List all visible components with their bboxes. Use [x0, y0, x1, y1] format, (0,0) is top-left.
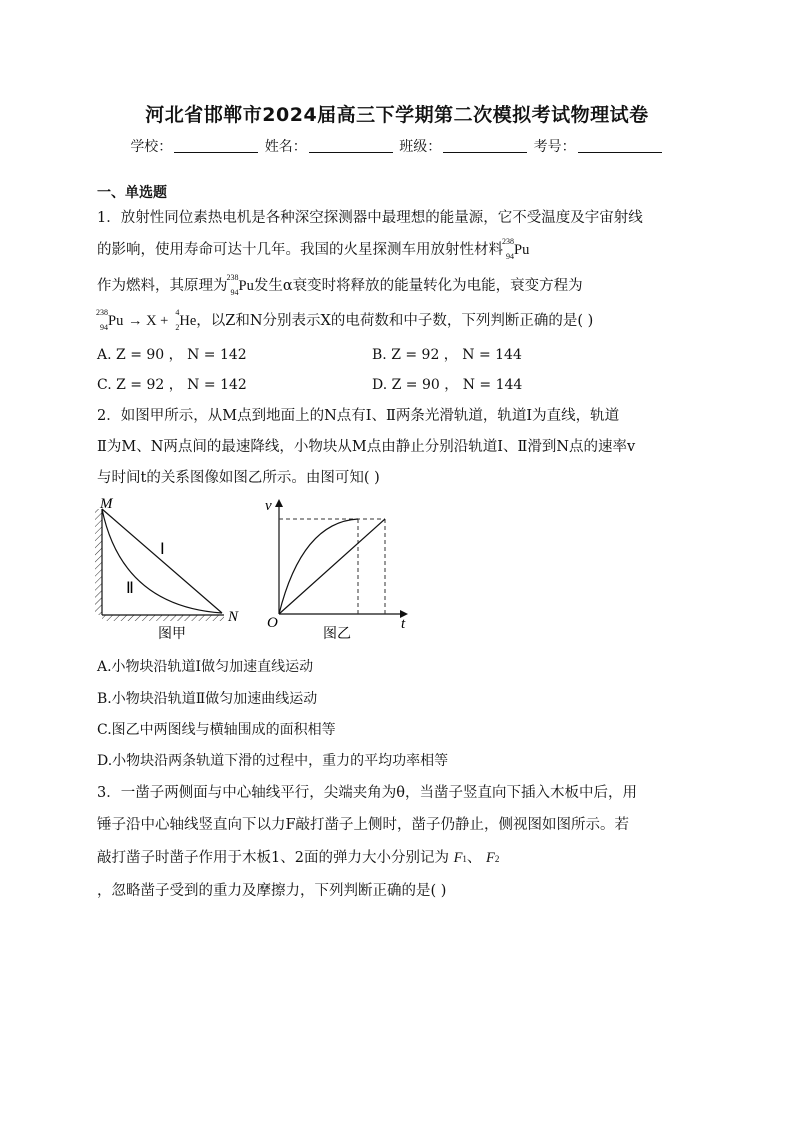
- graph-track-ii: [279, 519, 358, 614]
- number-label: 考号：: [533, 139, 576, 155]
- school-field[interactable]: [174, 138, 258, 153]
- label-o: O: [267, 615, 278, 631]
- q1-line3-b: 发生α衰变时将释放的能量转化为电能，衰变方程为: [253, 278, 583, 294]
- q2-option-c[interactable]: C.图乙中两图线与横轴围成的面积相等: [97, 722, 336, 738]
- v-axis-arrow: [275, 499, 283, 507]
- pu-symbol: Pu: [514, 242, 530, 258]
- q1-option-c[interactable]: C. Z = 92 ， N = 142: [97, 377, 247, 393]
- q1-option-b[interactable]: B. Z = 92 ， N = 144: [372, 347, 522, 363]
- q1-line3-a: 作为燃料，其原理为: [97, 278, 228, 294]
- q3-line1: 3．一凿子两侧面与中心轴线平行，尖端夹角为θ，当凿子竖直向下插入木板中后，用: [97, 785, 637, 801]
- page-title: 河北省邯郸市2024届高三下学期第二次模拟考试物理试卷: [145, 104, 649, 126]
- figure-yi: [262, 494, 412, 644]
- q2-option-b[interactable]: B.小物块沿轨道Ⅱ做匀加速曲线运动: [97, 691, 318, 707]
- school-label: 学校：: [130, 139, 173, 155]
- q2-option-a[interactable]: A.小物块沿轨道Ⅰ做匀加速直线运动: [97, 659, 314, 675]
- q3-line3: [97, 846, 499, 867]
- label-m: M: [100, 496, 113, 512]
- label-track-i: Ⅰ: [160, 541, 165, 558]
- pu-nuclide-3: 238 94: [96, 308, 108, 332]
- label-t: t: [401, 616, 406, 632]
- ground-hatch: [102, 615, 224, 621]
- caption-yi: 图乙: [323, 627, 351, 642]
- q1-line4-b: ，以Z和N分别表示X的电荷数和中子数，下列判断正确的是( ): [196, 313, 594, 329]
- graph-track-i: [279, 519, 385, 614]
- name-label: 姓名：: [264, 139, 307, 155]
- he-symbol: He: [179, 313, 197, 329]
- q1-line3: [97, 274, 583, 295]
- pu-nuclide-2: 238 94: [226, 273, 239, 297]
- section-heading: 一、单选题: [97, 185, 167, 201]
- f1-symbol: F: [453, 850, 463, 866]
- label-track-ii: Ⅱ: [126, 580, 134, 597]
- f1-sub: 1: [462, 854, 467, 864]
- label-v: v: [265, 498, 272, 514]
- f-separator: 、: [466, 850, 482, 866]
- figure-jia: [92, 494, 252, 644]
- caption-jia: 图甲: [158, 627, 186, 642]
- wall-hatch: [95, 509, 102, 615]
- name-field[interactable]: [309, 138, 393, 153]
- he-nuclide: 4 2: [175, 308, 180, 332]
- q1-line2-text: 的影响，使用寿命可达十几年。我国的火星探测车用放射性材料: [97, 242, 503, 258]
- class-field[interactable]: [443, 138, 527, 153]
- q3-line2: 锤子沿中心轴线竖直向下以力F敲打凿子上侧时，凿子仍静止，侧视图如图所示。若: [97, 817, 630, 833]
- q1-line1: 1．放射性同位素热电机是各种深空探测器中最理想的能量源，它不受温度及宇宙射线: [97, 210, 643, 226]
- q2-line3: 与时间t的关系图像如图乙所示。由图可知( ): [97, 470, 380, 486]
- q2-option-d[interactable]: D.小物块沿两条轨道下滑的过程中，重力的平均功率相等: [97, 753, 449, 769]
- number-field[interactable]: [578, 138, 662, 153]
- q3-line4: ，忽略凿子受到的重力及摩擦力，下列判断正确的是( ): [97, 883, 447, 899]
- q1-option-a[interactable]: A. Z = 90 ， N = 142: [97, 347, 247, 363]
- class-label: 班级：: [399, 139, 442, 155]
- label-n: N: [228, 609, 239, 625]
- student-info-line: [0, 136, 794, 156]
- f2-symbol: F: [486, 850, 495, 866]
- q1-line2: [97, 238, 529, 259]
- f2-sub: 2: [494, 854, 500, 864]
- pu-nuclide: 238 94: [502, 237, 514, 261]
- q3-line3-text: 敲打凿子时凿子作用于木板1、2面的弹力大小分别记为: [97, 850, 449, 866]
- pu-symbol-3: Pu: [108, 313, 124, 329]
- q1-line4: [97, 309, 593, 330]
- q2-line1: 2．如图甲所示，从M点到地面上的N点有Ⅰ、Ⅱ两条光滑轨道，轨道Ⅰ为直线，轨道: [97, 408, 620, 424]
- q2-line2: Ⅱ为M、N两点间的最速降线，小物块从M点由静止分别沿轨道Ⅰ、Ⅱ滑到N点的速率v: [97, 439, 636, 455]
- q1-option-d[interactable]: D. Z = 90 ， N = 144: [372, 377, 523, 393]
- pu-symbol-2: Pu: [238, 278, 254, 294]
- decay-arrow: → X +: [127, 313, 169, 329]
